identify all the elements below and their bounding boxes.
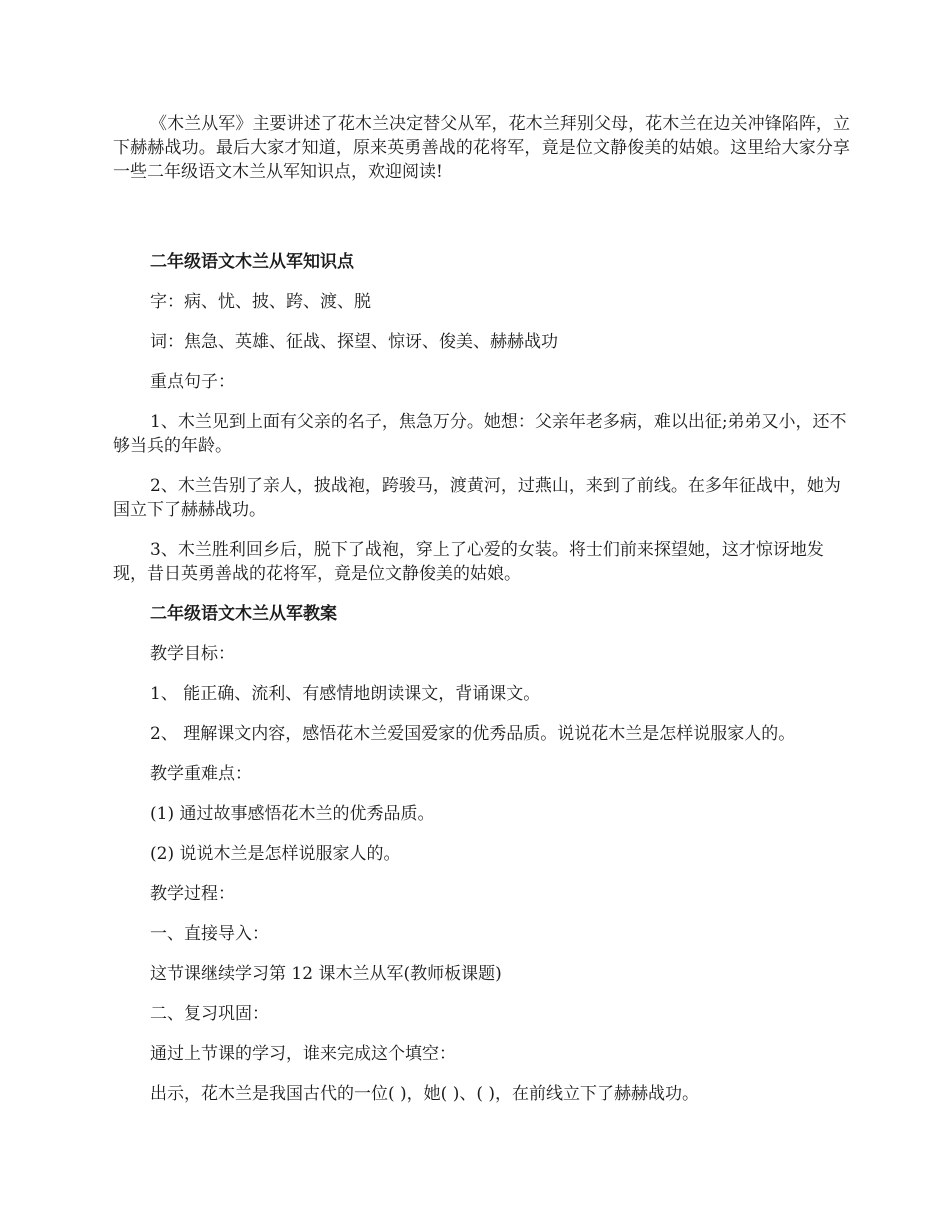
teaching-goals-label: 教学目标：: [150, 644, 235, 664]
key-sentence-3: 3、木兰胜利回乡后，脱下了战袍，穿上了心爱的女装。将士们前来探望她，这才惊讶地发现，昔日英勇善战的花将军，竟是位文静俊美的姑娘。: [113, 540, 824, 584]
key-sentence-2: 2、木兰告别了亲人，披战袍，跨骏马，渡黄河，过燕山，来到了前线。在多年征战中，她为国立下了赫赫战功。: [113, 476, 841, 520]
step-2-fill-in: 出示，花木兰是我国古代的一位( )，她( )、( )，在前线立下了赫赫战功。: [150, 1084, 700, 1104]
characters-line: 字：病、忧、披、跨、渡、脱: [150, 292, 371, 312]
intro-paragraph: 《木兰从军》主要讲述了花木兰决定替父从军，花木兰拜别父母，花木兰在边关冲锋陷阵，立下赫赫战功。最后大家才知道，原来英勇善战的花将军，竟是位文静俊美的姑娘。这里给大家分享一些二年级语文木兰从军知识点，欢迎阅读!: [113, 114, 850, 182]
teaching-difficulty-2: (2) 说说木兰是怎样说服家人的。: [150, 844, 401, 864]
step-1-text: 这节课继续学习第 12 课木兰从军(教师板课题): [150, 964, 502, 984]
key-sentence-1: 1、木兰见到上面有父亲的名子，焦急万分。她想：父亲年老多病，难以出征;弟弟又小，还不够当兵的年龄。: [113, 412, 847, 456]
teaching-process-label: 教学过程：: [150, 884, 235, 904]
teaching-goal-2: 2、 理解课文内容，感悟花木兰爱国爱家的优秀品质。说说花木兰是怎样说服家人的。: [150, 724, 796, 744]
teaching-goal-1: 1、 能正确、流利、有感情地朗读课文，背诵课文。: [150, 684, 541, 704]
teaching-difficulty-1: (1) 通过故事感悟花木兰的优秀品质。: [150, 804, 435, 824]
section-heading-lesson-plan: 二年级语文木兰从军教案: [150, 604, 337, 624]
step-1-label: 一、直接导入：: [150, 924, 269, 944]
teaching-difficulty-label: 教学重难点：: [150, 764, 252, 784]
document-page: [113, 112, 850, 1122]
step-2-label: 二、复习巩固：: [150, 1004, 269, 1024]
section-heading-knowledge: 二年级语文木兰从军知识点: [150, 252, 354, 272]
step-2-text: 通过上节课的学习，谁来完成这个填空：: [150, 1044, 456, 1064]
words-line: 词：焦急、英雄、征战、探望、惊讶、俊美、赫赫战功: [150, 332, 558, 352]
key-sentences-label: 重点句子：: [150, 372, 235, 392]
